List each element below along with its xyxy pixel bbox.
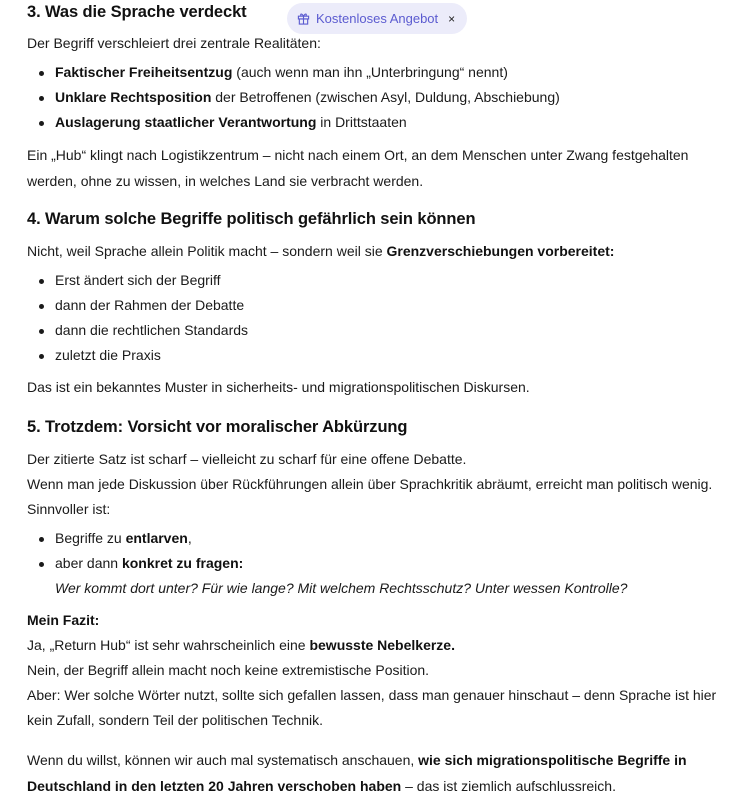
questions-text: Wer kommt dort unter? Für wie lange? Mit welchem Rechtsschutz? Unter wessen Kontrolle? bbox=[55, 580, 628, 596]
gift-icon bbox=[297, 12, 310, 25]
fazit-line-2: Nein, der Begriff allein macht noch keine extremistische Position. bbox=[27, 662, 430, 678]
section-4-heading: 4. Warum solche Begriffe politisch gefährlich sein können bbox=[27, 210, 476, 228]
list-item: Faktischer Freiheitsentzug (auch wenn man ihn „Unterbringung“ nennt) bbox=[55, 60, 717, 85]
section-5-line-2: Wenn man jede Diskussion über Rückführungen allein über Sprachkritik abräumt, erreicht man politisch wenig. Sinnvoller ist: bbox=[27, 476, 713, 517]
list-item: dann die rechtlichen Standards bbox=[55, 318, 717, 343]
list-item: dann der Rahmen der Debatte bbox=[55, 293, 717, 318]
close-icon[interactable]: × bbox=[448, 11, 456, 26]
fazit-line-1: Ja, „Return Hub“ ist sehr wahrscheinlich eine bewusste Nebelkerze. bbox=[27, 637, 455, 653]
list-item: Erst ändert sich der Begriff bbox=[55, 268, 717, 293]
fazit-line-3: Aber: Wer solche Wörter nutzt, sollte sich gefallen lassen, dass man genauer hinschaut – denn Sprache ist hier kein Zufall, sondern Teil der politischen Technik. bbox=[27, 687, 717, 728]
free-offer-label[interactable]: Kostenloses Angebot bbox=[316, 11, 439, 26]
section-4-list bbox=[27, 268, 717, 368]
list-item: aber dann konkret zu fragen: Wer kommt dort unter? Für wie lange? Mit welchem Rechtsschutz? Unter wessen Kontrolle? bbox=[55, 551, 717, 601]
list-item: Begriffe zu entlarven, bbox=[55, 526, 717, 551]
section-3-heading: 3. Was die Sprache verdeckt bbox=[27, 3, 247, 21]
section-5-line-1: Der zitierte Satz ist scharf – vielleicht zu scharf für eine offene Debatte. bbox=[27, 451, 467, 467]
section-4-intro: Nicht, weil Sprache allein Politik macht – sondern weil sie Grenzverschiebungen vorbereitet: bbox=[27, 243, 615, 259]
section-5-heading: 5. Trotzdem: Vorsicht vor moralischer Abkürzung bbox=[27, 418, 408, 436]
list-item: Auslagerung staatlicher Verantwortung in Drittstaaten bbox=[55, 110, 717, 135]
section-3-outro: Ein „Hub“ klingt nach Logistikzentrum – nicht nach einem Ort, an dem Menschen unter Zwang festgehalten werden, ohne zu wissen, in welches Land sie verbracht werden. bbox=[27, 147, 689, 189]
section-5-list bbox=[27, 526, 717, 601]
section-3-intro: Der Begriff verschleiert drei zentrale Realitäten: bbox=[27, 35, 321, 51]
free-offer-badge[interactable] bbox=[287, 3, 467, 34]
fazit-label: Mein Fazit: bbox=[27, 612, 100, 628]
list-item: zuletzt die Praxis bbox=[55, 343, 717, 368]
closing-paragraph: Wenn du willst, können wir auch mal systematisch anschauen, wie sich migrationspolitische Begriffe in Deutschland in den letzten 20 Jahren verschoben haben – das ist ziemlich aufschlussreich. bbox=[27, 752, 687, 794]
list-item: Unklare Rechtsposition der Betroffenen (zwischen Asyl, Duldung, Abschiebung) bbox=[55, 85, 717, 110]
section-3-list bbox=[27, 60, 717, 135]
section-4-outro: Das ist ein bekanntes Muster in sicherheits- und migrationspolitischen Diskursen. bbox=[27, 379, 530, 395]
